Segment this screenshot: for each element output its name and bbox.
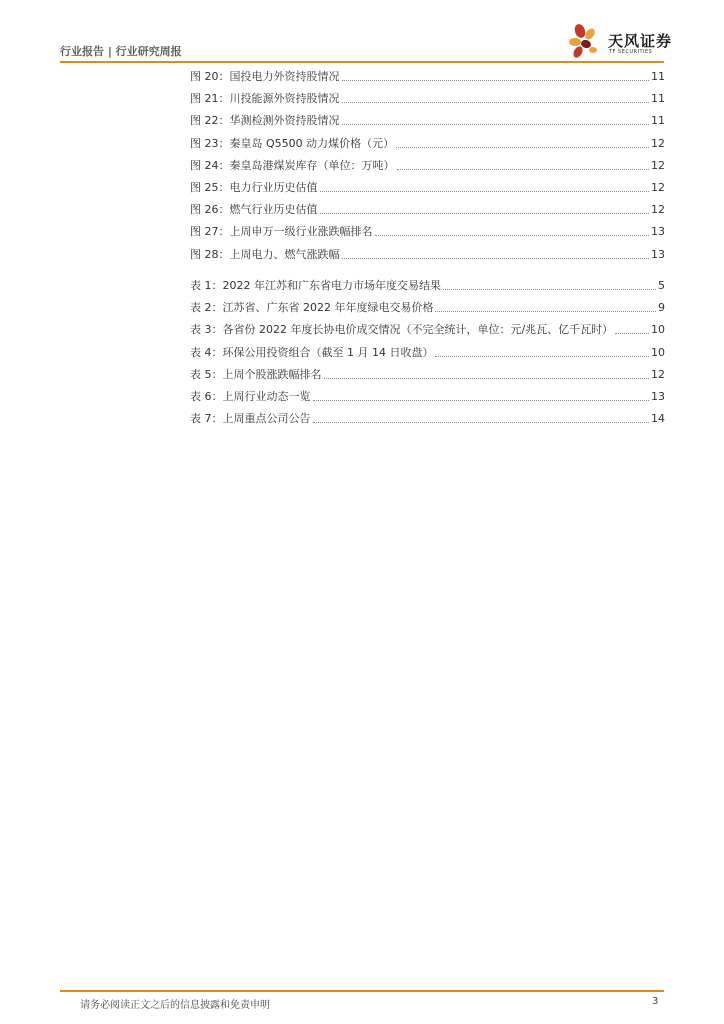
figure-entry-page: 13 [651,247,665,261]
logo-chinese-name: 天风证券 [608,32,673,50]
figure-entry-page: 11 [651,114,665,128]
table-entry-page: 13 [651,390,665,403]
table-entry-page: 9 [658,301,665,315]
table-index-entry[interactable] [190,321,665,337]
figure-entry-label: 图 22：华测检测外资持股情况 [190,114,340,128]
dot-leader [320,191,650,192]
figure-entry-label: 图 23：秦皇岛 Q5500 动力煤价格（元） [190,136,395,150]
figure-entry-page: 12 [651,158,665,172]
report-type-label: 行业报告 | 行业研究周报 [60,45,182,58]
table-entry-label: 表 3：各省份 2022 年度长协电价成交情况（不完全统计，单位：元/兆瓦、亿千瓦时） [190,323,614,337]
figure-entry-page: 13 [651,225,665,239]
table-entry-label: 表 2：江苏省、广东省 2022 年年度绿电交易价格 [190,301,434,315]
dot-leader [443,289,656,290]
dot-leader [324,378,650,379]
dot-leader [342,80,650,81]
table-index-entry[interactable] [190,410,665,426]
figure-index-entry[interactable] [190,135,665,151]
dot-leader [435,311,656,312]
table-index-entry[interactable] [190,366,665,382]
figure-entry-label: 图 20：国投电力外资持股情况 [190,70,340,83]
table-index-entry[interactable] [190,299,665,315]
dot-leader [320,213,650,214]
header-divider [60,61,664,63]
company-logo [566,22,676,60]
table-index-entry[interactable] [190,388,665,404]
table-entry-page: 5 [658,279,665,292]
table-entry-label: 表 7：上周重点公司公告 [190,412,311,426]
figure-entry-label: 图 24：秦皇岛港煤炭库存（单位：万吨） [190,158,395,172]
table-entry-label: 表 6：上周行业动态一览 [190,390,311,403]
figure-entry-page: 12 [651,203,665,217]
footer-divider [60,990,664,992]
table-entry-page: 10 [651,345,665,359]
footer-disclaimer: 请务必阅读正文之后的信息披露和免责申明 [80,1000,270,1011]
figure-entry-label: 图 28：上周电力、燃气涨跌幅 [190,247,340,261]
dot-leader [342,258,650,259]
dot-leader [435,356,649,357]
figure-entry-label: 图 25：电力行业历史估值 [190,181,318,194]
table-entry-page: 12 [651,367,665,381]
figure-entry-page: 11 [651,92,665,106]
table-entry-label: 表 5：上周个股涨跌幅排名 [190,367,322,381]
figure-index-entry[interactable] [190,112,665,128]
table-entry-page: 10 [651,323,665,337]
figure-index-entry[interactable] [190,201,665,217]
dot-leader [375,235,650,236]
figure-entry-label: 图 21：川投能源外资持股情况 [190,92,340,106]
flower-logo-icon [566,22,606,60]
figure-index-entry[interactable] [190,179,665,195]
figure-entry-page: 11 [651,70,665,83]
dot-leader [396,147,649,148]
figure-index-entry[interactable] [190,90,665,106]
figure-index-entry[interactable] [190,223,665,239]
table-entry-page: 14 [651,412,665,426]
logo-english-name: TF SECURITIES [609,49,653,55]
dot-leader [313,400,650,401]
dot-leader [615,333,649,334]
table-entry-label: 表 1：2022 年江苏和广东省电力市场年度交易结果 [190,279,441,292]
table-index-entry[interactable] [190,277,665,293]
table-index-entry[interactable] [190,344,665,360]
dot-leader [397,169,650,170]
figure-entry-page: 12 [651,136,665,150]
page-number: 3 [652,996,659,1007]
dot-leader [342,102,650,103]
figure-entry-label: 图 27：上周申万一级行业涨跌幅排名 [190,225,373,239]
figure-entry-page: 12 [651,181,665,194]
figure-entry-label: 图 26：燃气行业历史估值 [190,203,318,217]
table-entry-label: 表 4：环保公用投资组合（截至 1 月 14 日收盘） [190,345,434,359]
figure-index-entry[interactable] [190,157,665,173]
figure-index-entry[interactable] [190,246,665,262]
dot-leader [313,422,650,423]
figure-index-entry[interactable] [190,68,665,84]
dot-leader [342,124,650,125]
